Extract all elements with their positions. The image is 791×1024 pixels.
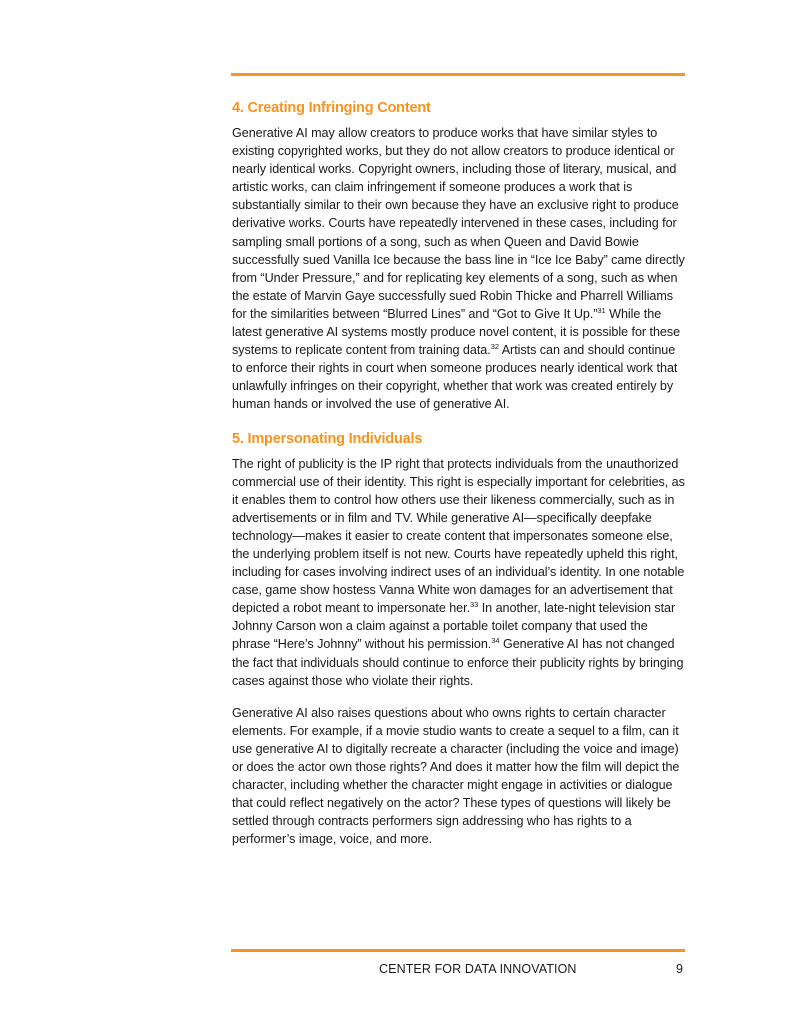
footnote-ref-33[interactable]: 33: [470, 600, 479, 610]
paragraph-infringing-content: [232, 124, 688, 414]
paragraph-text: While the latest generative AI systems mostly produce novel content, it is possible for these systems to replicate content from training data.: [232, 306, 681, 358]
paragraph-text: The right of publicity is the IP right that protects individuals from the unauthorized commercial use of their identity. This right is especially important for celebrities, as it enables them to control how others use their likeness commercially, such as in advertisements or in film and TV. While generative AI—specifically deepfake technology—makes it easier to create content that impersonates someone else, the underlying problem itself is not new. Courts have repeatedly upheld this right, including for cases involving indirect uses of an individual’s identity. In one notable case, game show hostess Vanna White won damages for an advertisement that depicted a robot meant to impersonate her.: [232, 456, 685, 616]
footer-organization: CENTER FOR DATA INNOVATION: [379, 962, 577, 976]
paragraph-text: Generative AI may allow creators to produce works that have similar styles to existing copyrighted works, but they do not allow creators to produce identical or nearly identical works. Copyright owners, including those of literary, musical, and artistic works, can claim infringement if someone produces a work that is substantially similar to their own because they have an exclusive right to produce derivative works. Courts have repeatedly intervened in these cases, including for sampling small portions of a song, such as when Queen and David Bowie successfully sued Vanilla Ice because the bass line in “Ice Ice Baby” came directly from “Under Pressure,” and for replicating key elements of a song, such as when the estate of Marvin Gaye successfully sued Robin Thicke and Pharrell Williams for the similarities between “Blurred Lines” and “Got to Give It Up.”: [232, 126, 685, 321]
paragraph-text: Generative AI has not changed the fact that individuals should continue to enforce their publicity rights by bringing cases against those who violate their rights.: [232, 637, 684, 688]
header-rule: [231, 73, 685, 76]
paragraph-character-rights: Generative AI also raises questions about who owns rights to certain character elements. For example, if a movie studio wants to create a sequel to a film, can it use generative AI to digitally recreate a character (including the voice and image) or does the actor own those rights? And does it matter how the film will depict the character, including whether the character might engage in activities or dialogue that could reflect negatively on the actor? These types of questions will likely be settled through contracts performers sign addressing who has rights to a performer’s image, voice, and more.: [232, 705, 680, 847]
paragraph-text: In another, late-night television star Johnny Carson won a claim against a portable toilet company that used the phrase “Here’s Johnny” without his permission.: [232, 601, 676, 652]
paragraph-text: Artists can and should continue to enforce their rights in court when someone produces nearly identical work that unlawfully infringes on their copyright, whether that work was created entirely by human hands or involved the use of generative AI.: [232, 343, 678, 412]
footnote-ref-31[interactable]: 31: [597, 305, 606, 315]
footer-rule: [231, 949, 685, 952]
page-content: [232, 98, 688, 848]
footnote-ref-32[interactable]: 32: [490, 342, 499, 352]
page-footer: [231, 962, 685, 978]
footnote-ref-34[interactable]: 34: [491, 636, 500, 646]
section-heading-creating-infringing-content: 4. Creating Infringing Content: [232, 100, 431, 116]
section-heading-impersonating-individuals: 5. Impersonating Individuals: [232, 430, 423, 447]
page-number: 9: [676, 962, 683, 976]
paragraph-right-of-publicity: [232, 455, 688, 690]
